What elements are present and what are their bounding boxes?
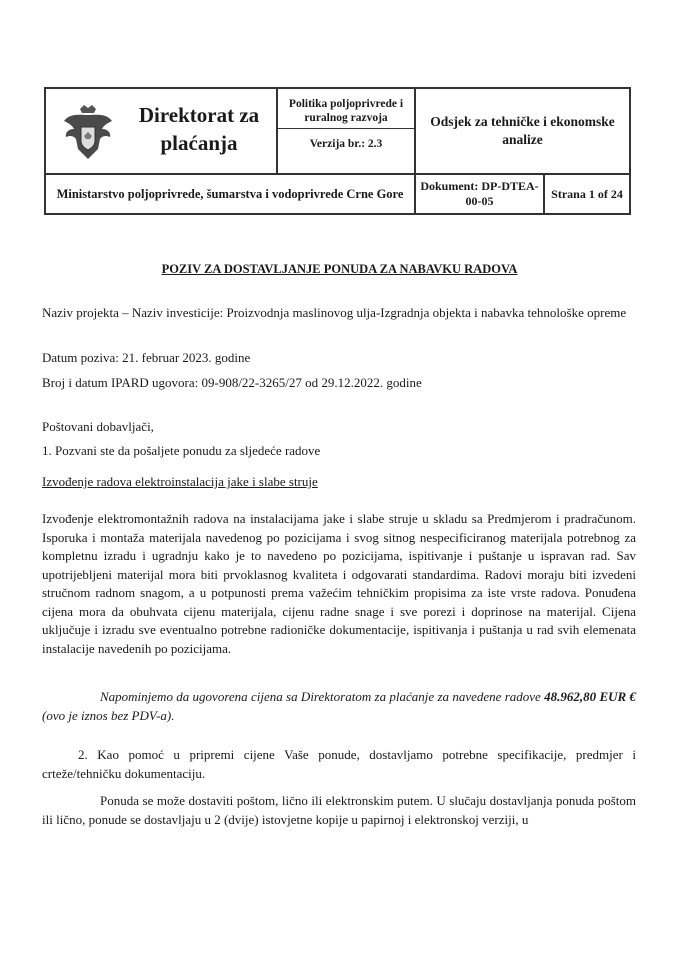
department-name: Odsjek za tehničke i ekonomske analize bbox=[415, 88, 630, 174]
price-note-suffix: (ovo je iznos bez PDV-a). bbox=[42, 707, 175, 723]
price-note-text: Napominjemo da ugovorena cijena sa Direktoratom za plaćanje za navedene radove bbox=[100, 689, 545, 704]
policy-version-cell bbox=[277, 88, 415, 174]
item-1: 1. Pozvani ste da pošaljete ponudu za sljedeće radove bbox=[42, 443, 321, 458]
page-number: Strana 1 of 24 bbox=[544, 174, 630, 214]
project-name: Naziv projekta – Naziv investicije: Proizvodnja maslinovog ulja-Izgradnja objekta i nabavka tehnološke opreme bbox=[42, 305, 627, 320]
works-title: Izvođenje radova elektroinstalacija jake i slabe struje bbox=[42, 474, 318, 489]
price-amount: 48.962,80 EUR € bbox=[544, 689, 636, 704]
document-number: Dokument: DP-DTEA-00-05 bbox=[415, 174, 544, 214]
invitation-date: Datum poziva: 21. februar 2023. godine bbox=[42, 350, 251, 365]
version-label: Verzija br.: 2.3 bbox=[309, 138, 383, 150]
document-title: POZIV ZA DOSTAVLJANJE PONUDA ZA NABAVKU RADOVA bbox=[161, 262, 518, 276]
greeting: Poštovani dobavljači, bbox=[42, 419, 154, 434]
directorate-name: Direktorat za plaćanja bbox=[138, 103, 260, 155]
document-header bbox=[44, 87, 631, 213]
contract-number: Broj i datum IPARD ugovora: 09-908/22-3265/27 od 29.12.2022. godine bbox=[42, 375, 422, 390]
directorate-cell bbox=[45, 88, 277, 174]
item-3: Ponuda se može dostaviti poštom, lično ili elektronskim putem. U slučaju dostavljanja ponuda poštom ili lično, ponude se dostavljaju u 2 (dvije) istovjetne kopije u papirnoj i elektronskoj verziji, u bbox=[42, 793, 636, 827]
price-note bbox=[42, 688, 636, 725]
works-description: Izvođenje elektromontažnih radova na instalacijama jake i slabe struje u skladu sa Predmjerom i pradračunom. Isporuka i montaža materijala navedenog po pozicijama i svog sitnog nespecificiranog materijala potrebnog za kompletnu izradu i ugradnju kako je to navedeno po pozicijama, ispitivanje i puštanje u ispravan rad. Sav upotrijebljeni materijal mora biti prvoklasnog kvaliteta i odgovarati standardima. Radovi moraju biti izvedeni stručnom radnom snagom, a u potpunosti prema važećim tehničkim propisima za iste vrste radova. Ponuđena cijena mora da obuhvata cijenu materijala, cijenu radne snage i sve porezi i doprinose na materijal. Cijena uključuje i izradu sve eventualno potrebne radioničke dokumentacije, ispitivanja i puštanja u rad svih elemenata instalacije navedenih po pozicijama. bbox=[42, 511, 636, 656]
montenegro-crest-icon bbox=[60, 103, 116, 161]
item-2: 2. Kao pomoć u pripremi cijene Vaše ponude, dostavljamo potrebne specifikacije, predmjer i crteže/tehničku dokumentaciju. bbox=[42, 747, 636, 781]
policy-label: Politika poljoprivrede i ruralnog razvoja bbox=[278, 91, 414, 129]
ministry-name: Ministarstvo poljoprivrede, šumarstva i vodoprivrede Crne Gore bbox=[45, 174, 415, 214]
